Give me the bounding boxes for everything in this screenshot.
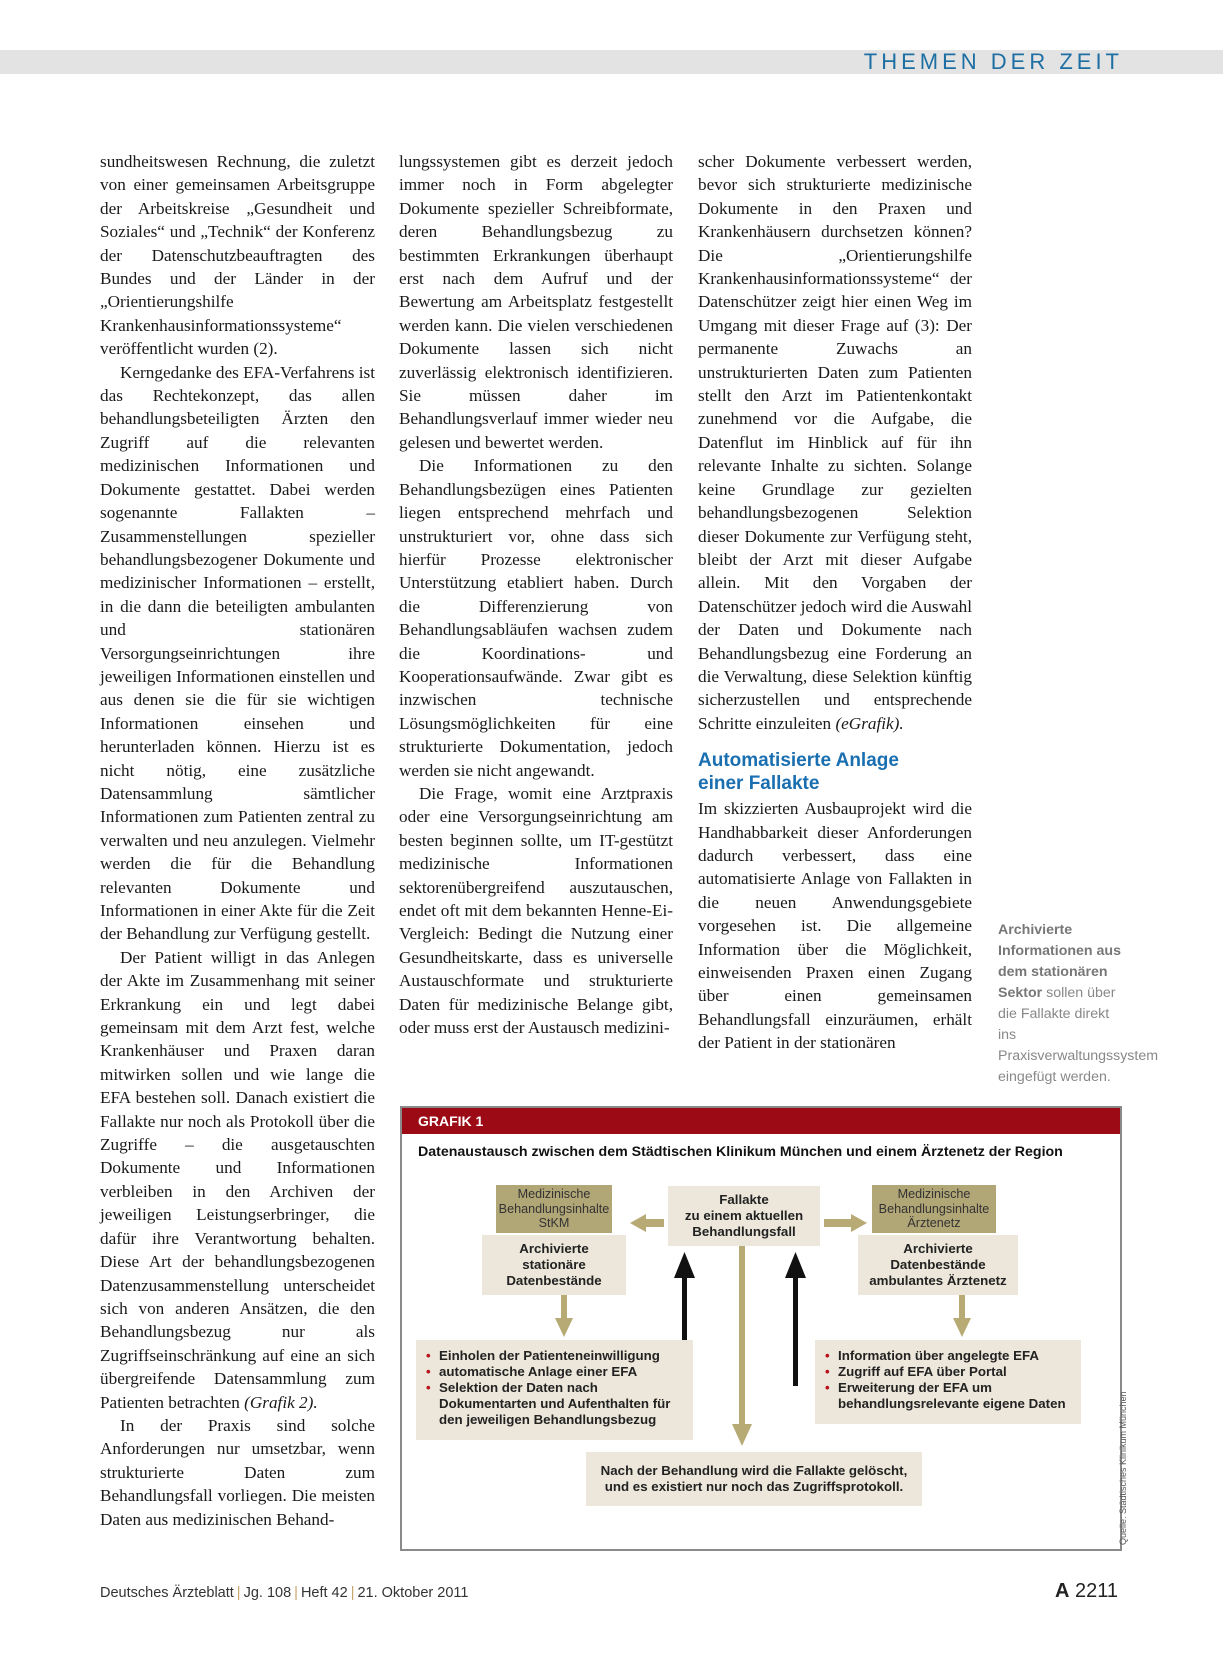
paragraph: Kerngedanke des EFA-Verfahrens ist das Rechtekonzept, das allen behandlungsbeteiligten Ärzten den Zugriff auf die relevanten medizinischen Informationen und Dokumente gestattet. Dabei werden sogenannte Fallakten – Zusammenstellungen spezieller behandlungsbezogener Dokumente und medizinischer Informationen – erstellt, in die dann die beteiligten ambulanten und stationären Versorgungseinrichtungen ihre jeweiligen Informationen einstellen und aus denen sie die für sie wichtigen Informationen einsehen und herunterladen können. Hierzu ist es nicht nötig, eine zusätzliche Datensammlung sämtlicher Informationen zum Patienten zentral zu verwalten und neu anzulegen. Vielmehr werden die für die Behandlung relevanten Dokumente und Informationen in einer Akte für die Zeit der Behandlung zur Verfügung gestellt. [100, 362, 376, 944]
figure-title: Datenaustausch zwischen dem Städtischen Klinikum München und einem Ärztenetz der Region [418, 1144, 1063, 1160]
date: 21. Oktober 2011 [357, 1585, 469, 1601]
paragraph: scher Dokumente verbessert werden, bevor sich strukturierte medizinische Dokumente in den Praxen und Krankenhäusern durchsetzen können? Die „Orientierungshilfe Krankenhausinformationssysteme“ der Datenschützer zeigt hier einen Weg im Umgang mit dieser Frage auf (3): Der permanente Zuwachs an unstrukturierten Daten zum Patienten stellt den Arzt im Patientenkontakt zunehmend vor die Aufgabe, die Datenflut im Hinblick auf für ihn relevante Inhalte zu sichten. Solange keine Grundlage zur gezielten behandlungsbezogenen Selektion dieser Dokumente zur Verfügung steht, bleibt der Arzt mit dieser Aufgabe allein. Mit den Vorgaben der Datenschützer jedoch wird die Auswahl der Daten und Dokumente nach Behandlungsbezug eine Forderung an die Verwaltung, diese Selektion künftig sicherzustellen und entsprechende Schritte einzuleiten (eGrafik). [698, 152, 972, 733]
volume: Jg. 108 [243, 1585, 292, 1601]
box-after-treatment: Nach der Behandlung wird die Fallakte gelöscht, und es existiert nur noch das Zugriffsprotokoll. [586, 1452, 922, 1506]
arrow-left-down [555, 1294, 573, 1337]
paragraph: Die Informationen zu den Behandlungsbezügen eines Patienten liegen entsprechend mehrfach und unstrukturiert vor, ohne dass sich hierfür Prozesse elektronischer Unterstützung etabliert haben. Durch die Differenzierung von Behandlungsabläufen wachsen zudem die Koordinations- und Kooperationsaufwände. Zwar gibt es inzwischen technische Lösungsmöglichkeiten für eine strukturierte Dokumentation, jedoch werden sie nicht angewandt. [399, 456, 673, 780]
figure-reference: (Grafik 2). [244, 1392, 318, 1412]
list-item: • automatische Anlage einer EFA [426, 1364, 683, 1380]
side-note: Archivierte Informationen aus dem stationären Sektor sollen über die Fallakte direkt ins Praxisverwaltungssystem eingefügt werden. [998, 922, 1159, 1085]
paragraph: lungssystemen gibt es derzeit jedoch immer noch in Form abgelegter Dokumente spezieller Schreibformate, deren Behandlungsbezug zu bestimmten Erkrankungen überhaupt erst nach dem Aufruf und der Bewertung am Arbeitsplatz festgestellt werden kann. Die vielen verschiedenen Dokumente lassen sich nicht zuverlässig elektronisch identifizieren. Sie müssen daher im Behandlungsverlauf immer wieder neu gelesen und bewertet werden. [399, 152, 673, 452]
box-stkm-contents: Medizinische Behandlungsinhalte StKM [496, 1185, 612, 1233]
arrow-center-to-left [630, 1214, 664, 1232]
footer-citation: Deutsches Ärzteblatt | Jg. 108 | Heft 42 | 21. Oktober 2011 [100, 1585, 469, 1601]
list-network-steps [815, 1340, 1081, 1424]
box-aerztenetz-contents: Medizinische Behandlungsinhalte Ärztenetz [872, 1185, 996, 1233]
box-stationary-archive: Archivierte stationäre Datenbestände [482, 1235, 626, 1295]
list-item: • Selektion der Daten nach Dokumentarten und Aufenthalten für den jeweiligen Behandlungsbezug [426, 1380, 683, 1428]
paragraph: sundheitswesen Rechnung, die zuletzt von einer gemeinsamen Arbeitsgruppe der Arbeitskreise „Gesundheit und Soziales“ und „Technik“ der Konferenz der Datenschutzbeauftragten des Bundes und der Länder in der „Orientierungshilfe Krankenhausinformationssysteme“ veröffentlicht wurden (2). [100, 152, 375, 359]
figure-label: GRAFIK 1 [402, 1108, 1120, 1134]
paragraph: Im skizzierten Ausbauprojekt wird die Handhabbarkeit dieser Anforderungen dadurch verbessert, dass eine automatisierte Anlage von Fallakten in die neuen Anwendungsgebiete vorgesehen ist. Die allgemeine Information über die Möglichkeit, einweisenden Praxen einen Zugang über einen gemeinsamen Behandlungsfall einzuräumen, erhält der Patient in der stationären [698, 799, 972, 1053]
arrow-center-to-right [824, 1214, 867, 1232]
text-column-2 [399, 150, 673, 1039]
issue: Heft 42 [300, 1585, 348, 1601]
paragraph: Der Patient willigt in das Anlegen der Akte im Zusammenhang mit seiner Erkrankung ein und legt dabei gemeinsam mit dem Arzt fest, welche Krankenhäuser und Praxen daran mitwirken sollen und wie lange die EFA bestehen soll. Danach existiert die Fallakte nur noch als Protokoll über die Zugriffe – die ausgetauschten Dokumente und Informationen verbleiben in den Archiven der jeweiligen Leistungserbringer, die dafür ihre Verantwortung behalten. Diese Art der behandlungsbezogenen Datenzusammenstellung unterscheidet sich von anderen Ansätzen, die den Behandlungsbezug nur als Zugriffseinschränkung auf eine an sich übergreifende Datensammlung zum Patienten betrachten (Grafik 2). [100, 947, 375, 1412]
list-item: • Zugriff auf EFA über Portal [825, 1364, 1071, 1380]
section-heading: Automatisierte Anlage einer Fallakte [698, 750, 899, 795]
arrow-right-up [785, 1252, 806, 1386]
list-item: • Erweiterung der EFA um behandlungsrelevante eigene Daten [825, 1380, 1071, 1412]
figure-grafik-1 [400, 1106, 1122, 1551]
figure-credit: Quelle: Städtisches Klinikum München [1118, 1391, 1128, 1545]
figure-reference: (eGrafik). [835, 713, 904, 733]
box-ambulant-archive: Archivierte Datenbestände ambulantes Ärztenetz [858, 1235, 1018, 1295]
box-fallakte: Fallakte zu einem aktuellen Behandlungsfall [668, 1186, 820, 1246]
journal-name: Deutsches Ärzteblatt [100, 1585, 234, 1601]
list-clinic-steps [416, 1340, 693, 1440]
section-title: THEMEN DER ZEIT [863, 49, 1123, 74]
text-column-3 [698, 150, 972, 1055]
text-column-1 [100, 150, 375, 1531]
list-item: • Einholen der Patienteneinwilligung [426, 1348, 683, 1364]
list-item: • Information über angelegte EFA [825, 1348, 1071, 1364]
paragraph: In der Praxis sind solche Anforderungen nur umsetzbar, wenn strukturierte Daten zum Behandlungsfall vorliegen. Die meisten Daten aus medizinischen Behand- [100, 1415, 375, 1529]
paragraph: Die Frage, womit eine Arztpraxis oder eine Versorgungseinrichtung am besten beginnen sollte, um IT-gestützt medizinische Informationen sektorenübergreifend auszutauschen, endet oft mit dem bekannten Henne-Ei-Vergleich: Bedingt die Nutzung einer Gesundheitskarte, dass es universelle Austauschformate und strukturierte Daten für medizinische Belange gibt, oder muss erst der Austausch medizini- [399, 783, 673, 1038]
arrow-right-down [953, 1294, 971, 1337]
arrow-center-down [732, 1246, 752, 1446]
page-number: A 2211 [1054, 1580, 1118, 1602]
